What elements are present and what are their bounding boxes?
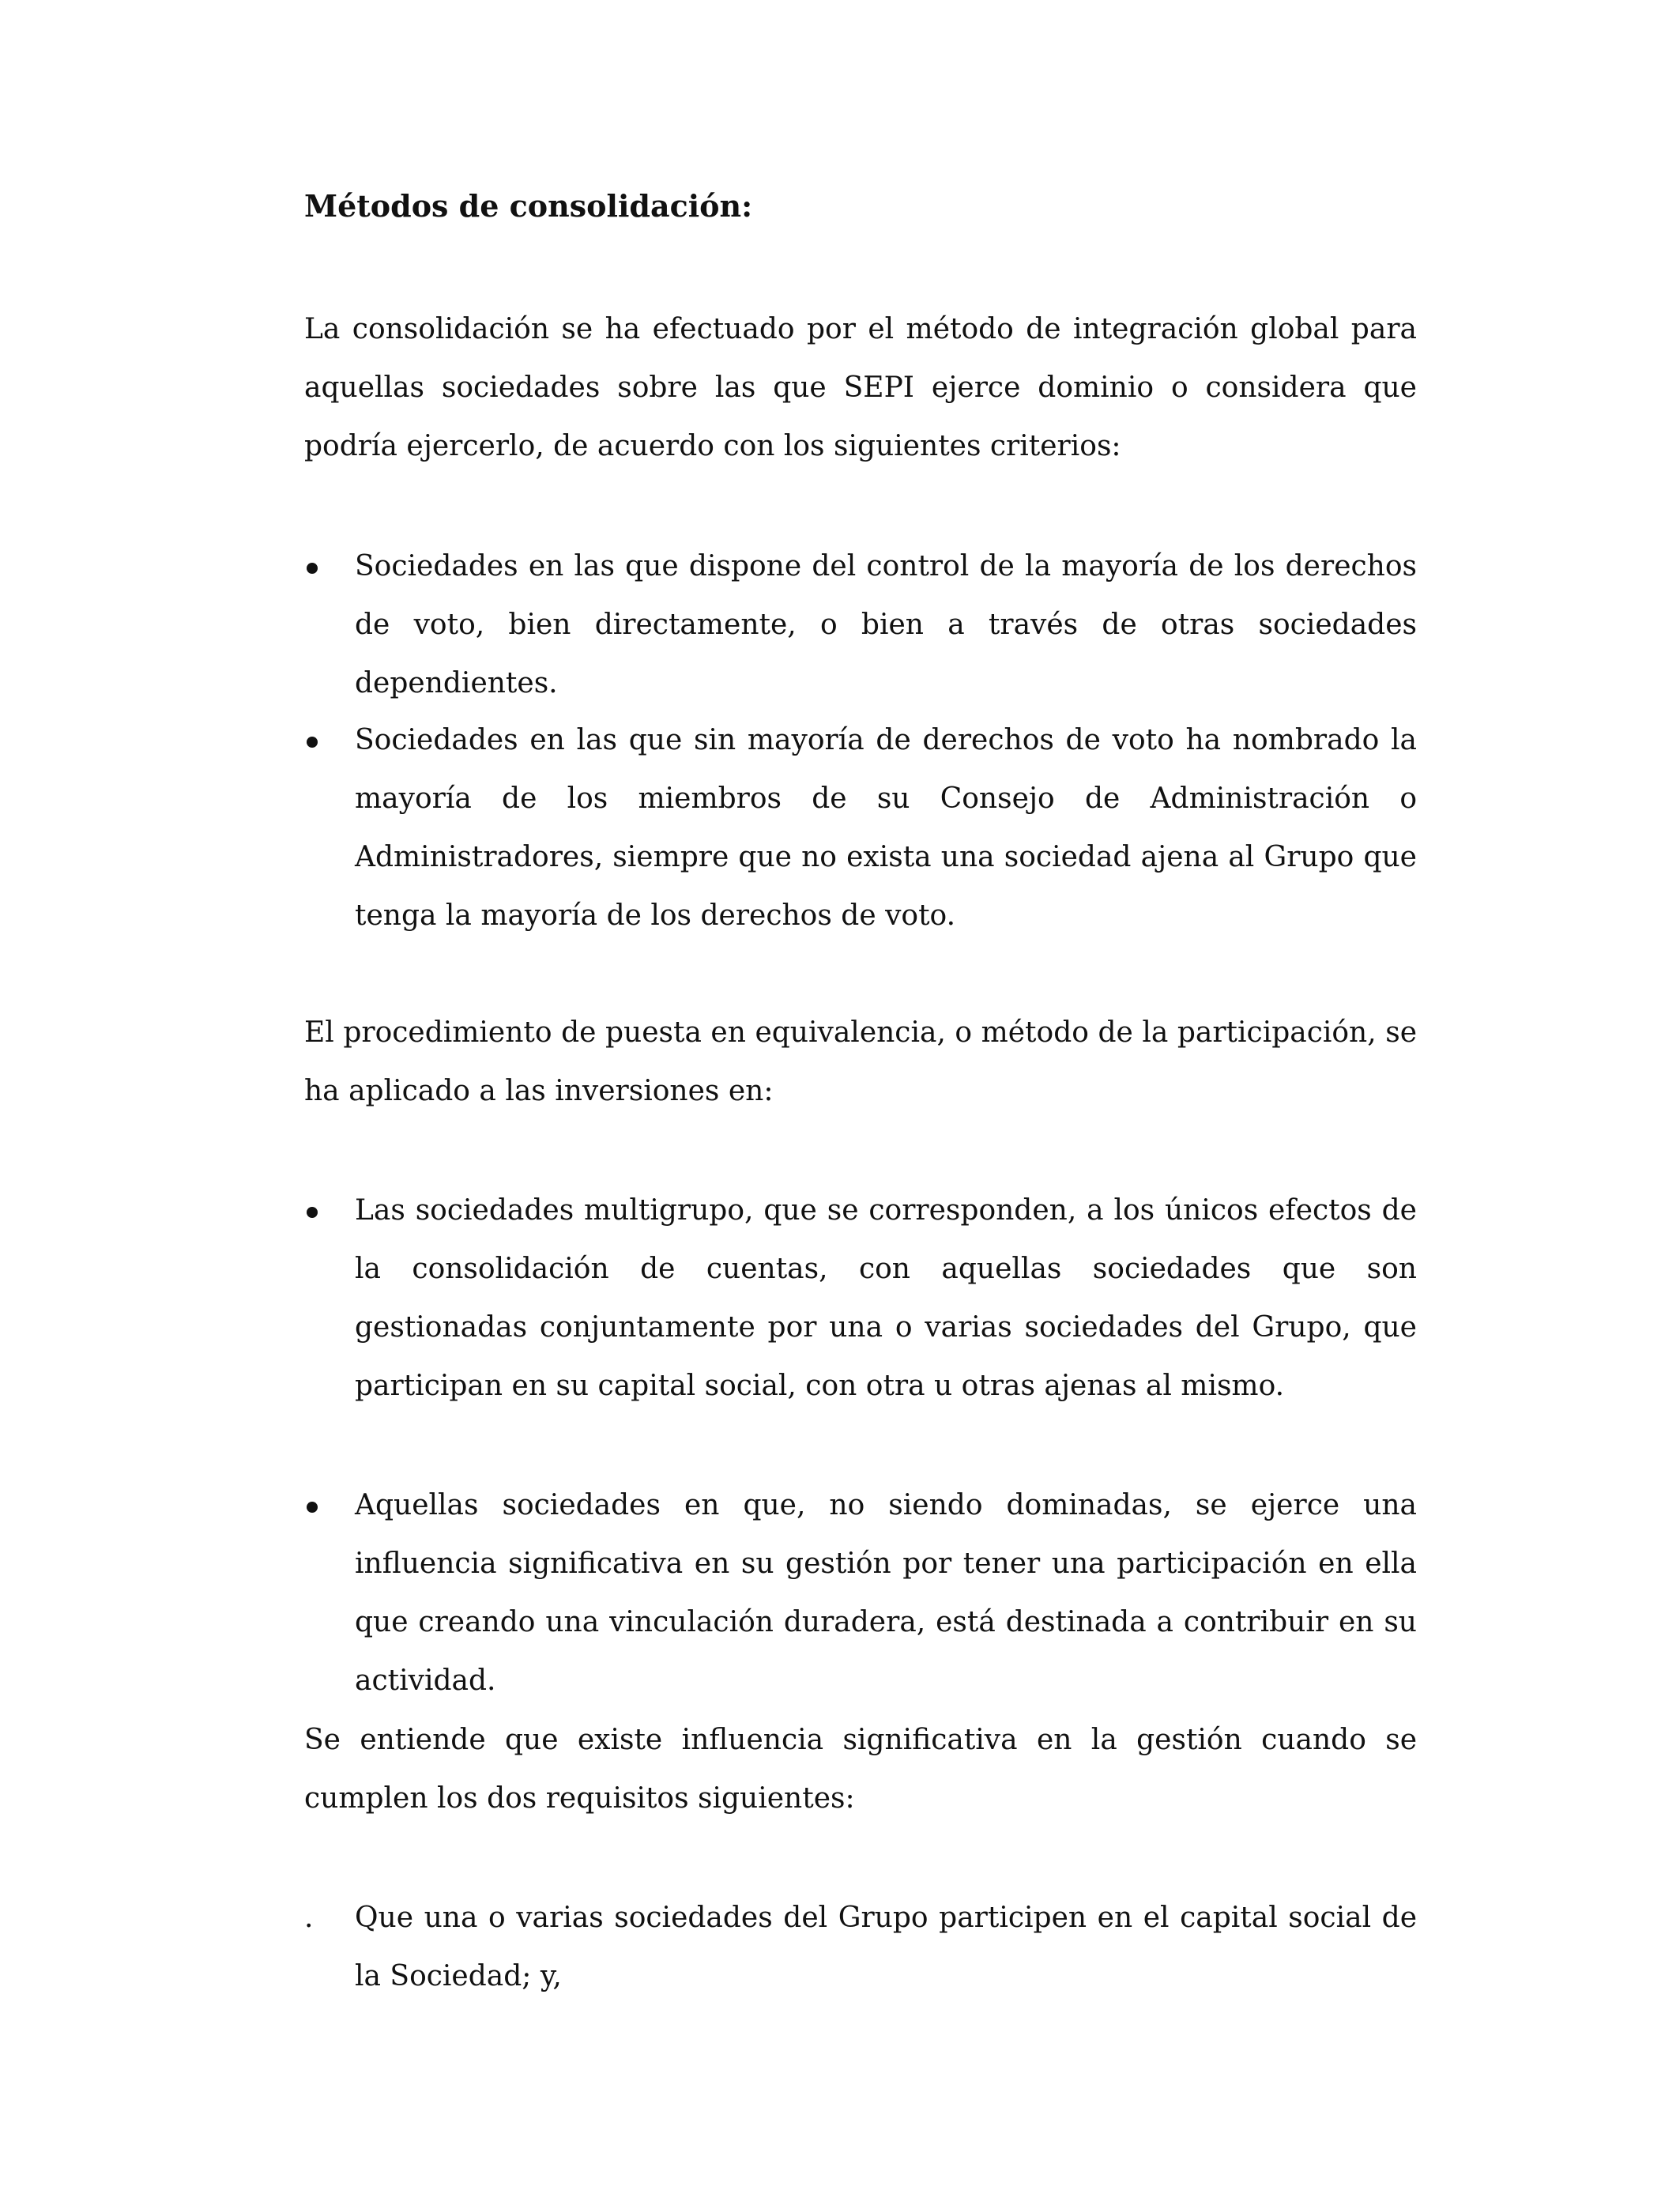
list-item-text: Sociedades en las que sin mayoría de derechos de voto ha nombrado la mayoría de los miembros de su Consejo de Administración o Administradores, siempre que no exista una sociedad ajena al Grupo que tenga la mayoría de los derechos de voto.: [355, 724, 1417, 932]
bullet-icon: [304, 537, 336, 596]
list-item-text: Sociedades en las que dispone del control de la mayoría de los derechos de voto, bien directamente, o bien a través de otras sociedades dependientes.: [355, 550, 1417, 699]
list-item-text: Que una o varias sociedades del Grupo participen en el capital social de la Sociedad; y,: [355, 1902, 1417, 1992]
list-item-text: Aquellas sociedades en que, no siendo dominadas, se ejerce una influencia significativa en su gestión por tener una participación en ella que creando una vinculación duradera, está destinada a contribuir en su actividad.: [355, 1489, 1417, 1697]
list-item-text: Las sociedades multigrupo, que se corresponden, a los únicos efectos de la consolidación de cuentas, con aquellas sociedades que son gestionadas conjuntamente por una o varias sociedades del Grupo, que participan en su capital social, con otra u otras ajenas al mismo.: [355, 1194, 1417, 1402]
equity-method-paragraph: El procedimiento de puesta en equivalencia, o método de la participación, se ha aplicado a las inversiones en:: [304, 1016, 1417, 1107]
bullet-icon: [304, 1182, 336, 1240]
influence-paragraph: Se entiende que existe influencia significativa en la gestión cuando se cumplen los dos requisitos siguientes:: [304, 1724, 1417, 1815]
intro-paragraph: La consolidación se ha efectuado por el método de integración global para aquellas sociedades sobre las que SEPI ejerce dominio o considera que podría ejercerlo, de acuerdo con los siguientes criterios:: [304, 313, 1417, 462]
section-heading: Métodos de consolidación:: [304, 188, 753, 224]
bullet-icon: [304, 1476, 336, 1535]
bullet-icon: [304, 711, 336, 770]
list-marker: .: [304, 1902, 314, 1934]
